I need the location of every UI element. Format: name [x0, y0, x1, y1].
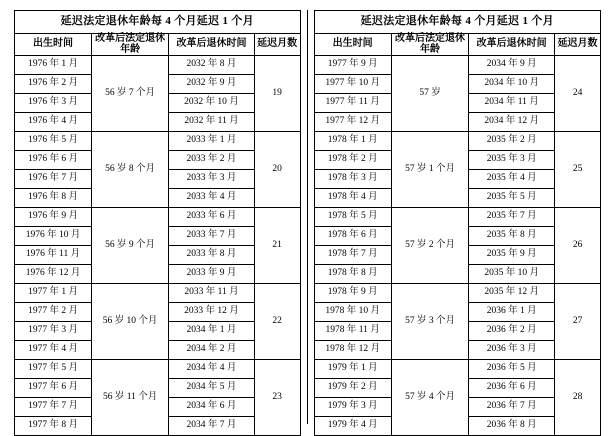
- right-table-panel: [308, 10, 608, 431]
- column-header-age: 改革后法定退休年龄: [391, 34, 468, 56]
- cell-birth-date: 1977 年 1 月: [15, 284, 92, 303]
- column-header-age: 改革后法定退休年龄: [92, 34, 169, 56]
- cell-retirement-date: 2032 年 9 月: [169, 75, 255, 94]
- cell-birth-date: 1976 年 9 月: [15, 208, 92, 227]
- cell-retirement-date: 2035 年 12 月: [469, 284, 555, 303]
- column-header-retire: 改革后退休时间: [469, 34, 555, 56]
- cell-retirement-date: 2034 年 9 月: [469, 56, 555, 75]
- cell-retirement-date: 2034 年 5 月: [169, 379, 255, 398]
- cell-birth-date: 1978 年 2 月: [314, 151, 391, 170]
- cell-delay-months: 21: [254, 208, 300, 284]
- cell-retirement-date: 2035 年 10 月: [469, 265, 555, 284]
- cell-retirement-date: 2035 年 4 月: [469, 170, 555, 189]
- right-table-title: 延迟法定退休年龄每 4 个月延迟 1 个月: [314, 11, 601, 34]
- cell-retirement-age: 56 岁 8 个月: [92, 132, 169, 208]
- column-header-birth: 出生时间: [314, 34, 391, 56]
- cell-birth-date: 1976 年 10 月: [15, 227, 92, 246]
- cell-birth-date: 1977 年 6 月: [15, 379, 92, 398]
- cell-birth-date: 1979 年 3 月: [314, 398, 391, 417]
- cell-birth-date: 1978 年 7 月: [314, 246, 391, 265]
- table-row: [15, 56, 301, 75]
- table-row: [15, 360, 301, 379]
- cell-delay-months: 23: [254, 360, 300, 436]
- cell-birth-date: 1978 年 8 月: [314, 265, 391, 284]
- column-header-birth: 出生时间: [15, 34, 92, 56]
- left-table-body: [15, 56, 301, 436]
- cell-retirement-date: 2034 年 11 月: [469, 94, 555, 113]
- right-schedule-table: [314, 10, 602, 436]
- cell-birth-date: 1977 年 11 月: [314, 94, 391, 113]
- cell-birth-date: 1976 年 5 月: [15, 132, 92, 151]
- cell-retirement-date: 2033 年 3 月: [169, 170, 255, 189]
- cell-retirement-date: 2033 年 2 月: [169, 151, 255, 170]
- cell-retirement-date: 2036 年 7 月: [469, 398, 555, 417]
- cell-retirement-date: 2036 年 5 月: [469, 360, 555, 379]
- cell-retirement-age: 56 岁 9 个月: [92, 208, 169, 284]
- column-header-delay: 延迟月数: [555, 34, 601, 56]
- cell-retirement-date: 2035 年 9 月: [469, 246, 555, 265]
- table-row: [314, 56, 601, 75]
- cell-birth-date: 1977 年 8 月: [15, 417, 92, 436]
- cell-retirement-date: 2036 年 2 月: [469, 322, 555, 341]
- cell-birth-date: 1979 年 1 月: [314, 360, 391, 379]
- column-header-retire: 改革后退休时间: [169, 34, 255, 56]
- cell-delay-months: 25: [555, 132, 601, 208]
- cell-retirement-age: 57 岁: [391, 56, 468, 132]
- cell-retirement-date: 2033 年 1 月: [169, 132, 255, 151]
- cell-retirement-date: 2033 年 9 月: [169, 265, 255, 284]
- cell-birth-date: 1978 年 3 月: [314, 170, 391, 189]
- cell-retirement-date: 2033 年 12 月: [169, 303, 255, 322]
- table-row: [15, 132, 301, 151]
- cell-retirement-age: 57 岁 1 个月: [391, 132, 468, 208]
- column-header-delay: 延迟月数: [254, 34, 300, 56]
- cell-birth-date: 1977 年 7 月: [15, 398, 92, 417]
- cell-birth-date: 1978 年 6 月: [314, 227, 391, 246]
- cell-birth-date: 1978 年 1 月: [314, 132, 391, 151]
- cell-retirement-date: 2034 年 4 月: [169, 360, 255, 379]
- cell-birth-date: 1977 年 9 月: [314, 56, 391, 75]
- cell-retirement-age: 57 岁 3 个月: [391, 284, 468, 360]
- cell-birth-date: 1976 年 12 月: [15, 265, 92, 284]
- table-header-row: [314, 34, 601, 56]
- left-schedule-table: [14, 10, 301, 436]
- table-row: [15, 208, 301, 227]
- cell-birth-date: 1978 年 11 月: [314, 322, 391, 341]
- table-title-row: [15, 11, 301, 34]
- cell-delay-months: 28: [555, 360, 601, 436]
- table-row: [314, 284, 601, 303]
- cell-delay-months: 24: [555, 56, 601, 132]
- cell-retirement-date: 2033 年 4 月: [169, 189, 255, 208]
- cell-retirement-date: 2033 年 11 月: [169, 284, 255, 303]
- cell-retirement-date: 2035 年 8 月: [469, 227, 555, 246]
- right-table-body: [314, 56, 601, 436]
- table-header-row: [15, 34, 301, 56]
- table-row: [314, 208, 601, 227]
- cell-birth-date: 1976 年 7 月: [15, 170, 92, 189]
- cell-birth-date: 1976 年 11 月: [15, 246, 92, 265]
- cell-birth-date: 1978 年 10 月: [314, 303, 391, 322]
- left-table-panel: [8, 10, 308, 431]
- cell-retirement-date: 2034 年 1 月: [169, 322, 255, 341]
- cell-retirement-date: 2035 年 5 月: [469, 189, 555, 208]
- cell-retirement-date: 2032 年 8 月: [169, 56, 255, 75]
- cell-birth-date: 1977 年 3 月: [15, 322, 92, 341]
- cell-birth-date: 1978 年 4 月: [314, 189, 391, 208]
- cell-retirement-date: 2034 年 10 月: [469, 75, 555, 94]
- cell-retirement-date: 2034 年 6 月: [169, 398, 255, 417]
- cell-birth-date: 1978 年 5 月: [314, 208, 391, 227]
- cell-birth-date: 1979 年 4 月: [314, 417, 391, 436]
- cell-birth-date: 1976 年 4 月: [15, 113, 92, 132]
- cell-retirement-date: 2032 年 10 月: [169, 94, 255, 113]
- cell-birth-date: 1977 年 5 月: [15, 360, 92, 379]
- cell-retirement-date: 2035 年 3 月: [469, 151, 555, 170]
- cell-delay-months: 26: [555, 208, 601, 284]
- left-table-title: 延迟法定退休年龄每 4 个月延迟 1 个月: [15, 11, 301, 34]
- cell-birth-date: 1976 年 6 月: [15, 151, 92, 170]
- cell-delay-months: 27: [555, 284, 601, 360]
- cell-retirement-age: 56 岁 10 个月: [92, 284, 169, 360]
- cell-retirement-date: 2036 年 6 月: [469, 379, 555, 398]
- cell-delay-months: 19: [254, 56, 300, 132]
- cell-retirement-date: 2035 年 7 月: [469, 208, 555, 227]
- table-row: [314, 360, 601, 379]
- cell-birth-date: 1976 年 1 月: [15, 56, 92, 75]
- cell-birth-date: 1977 年 10 月: [314, 75, 391, 94]
- cell-retirement-date: 2036 年 3 月: [469, 341, 555, 360]
- cell-birth-date: 1977 年 4 月: [15, 341, 92, 360]
- cell-retirement-date: 2036 年 8 月: [469, 417, 555, 436]
- cell-retirement-date: 2034 年 12 月: [469, 113, 555, 132]
- cell-birth-date: 1978 年 9 月: [314, 284, 391, 303]
- table-title-row: [314, 11, 601, 34]
- table-row: [314, 132, 601, 151]
- cell-retirement-age: 57 岁 2 个月: [391, 208, 468, 284]
- cell-retirement-date: 2035 年 2 月: [469, 132, 555, 151]
- cell-retirement-date: 2033 年 8 月: [169, 246, 255, 265]
- cell-delay-months: 20: [254, 132, 300, 208]
- cell-birth-date: 1977 年 2 月: [15, 303, 92, 322]
- cell-retirement-date: 2033 年 7 月: [169, 227, 255, 246]
- cell-retirement-date: 2034 年 2 月: [169, 341, 255, 360]
- cell-retirement-date: 2033 年 6 月: [169, 208, 255, 227]
- cell-retirement-age: 56 岁 7 个月: [92, 56, 169, 132]
- cell-birth-date: 1976 年 2 月: [15, 75, 92, 94]
- cell-retirement-date: 2034 年 7 月: [169, 417, 255, 436]
- cell-retirement-age: 56 岁 11 个月: [92, 360, 169, 436]
- table-row: [15, 284, 301, 303]
- cell-retirement-age: 57 岁 4 个月: [391, 360, 468, 436]
- cell-birth-date: 1976 年 3 月: [15, 94, 92, 113]
- cell-birth-date: 1978 年 12 月: [314, 341, 391, 360]
- cell-retirement-date: 2032 年 11 月: [169, 113, 255, 132]
- cell-birth-date: 1979 年 2 月: [314, 379, 391, 398]
- cell-retirement-date: 2036 年 1 月: [469, 303, 555, 322]
- cell-birth-date: 1976 年 8 月: [15, 189, 92, 208]
- cell-delay-months: 22: [254, 284, 300, 360]
- cell-birth-date: 1977 年 12 月: [314, 113, 391, 132]
